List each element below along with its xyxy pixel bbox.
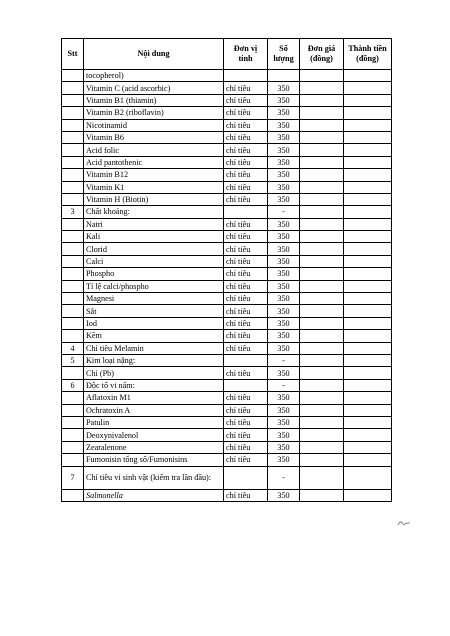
header-content: Nội dung bbox=[84, 39, 224, 70]
row-amount bbox=[344, 107, 392, 119]
row-content: Acid pantothenic bbox=[84, 156, 224, 168]
row-unit-price bbox=[300, 243, 344, 255]
row-amount bbox=[344, 268, 392, 280]
row-quantity: 350 bbox=[268, 441, 300, 453]
row-unit: chỉ tiêu bbox=[224, 342, 268, 354]
table-row bbox=[62, 144, 392, 156]
row-amount bbox=[344, 416, 392, 428]
table-row bbox=[62, 255, 392, 267]
row-stt bbox=[62, 367, 84, 379]
row-amount bbox=[344, 243, 392, 255]
table-row bbox=[62, 119, 392, 131]
row-unit: chỉ tiêu bbox=[224, 404, 268, 416]
row-stt bbox=[62, 107, 84, 119]
table-row bbox=[62, 218, 392, 230]
row-content: Clorid bbox=[84, 243, 224, 255]
row-unit: chỉ tiêu bbox=[224, 330, 268, 342]
row-unit: chỉ tiêu bbox=[224, 119, 268, 131]
row-unit: chỉ tiêu bbox=[224, 429, 268, 441]
row-quantity: 350 bbox=[268, 243, 300, 255]
row-amount bbox=[344, 280, 392, 292]
row-quantity: 350 bbox=[268, 255, 300, 267]
row-unit: chỉ tiêu bbox=[224, 193, 268, 205]
row-quantity: 350 bbox=[268, 293, 300, 305]
row-unit-price bbox=[300, 466, 344, 489]
quote-table bbox=[61, 38, 392, 502]
row-amount bbox=[344, 330, 392, 342]
table-row bbox=[62, 454, 392, 466]
row-unit bbox=[224, 206, 268, 218]
table-row bbox=[62, 293, 392, 305]
row-unit bbox=[224, 354, 268, 366]
row-stt bbox=[62, 416, 84, 428]
row-stt bbox=[62, 305, 84, 317]
row-amount bbox=[344, 131, 392, 143]
row-unit-price bbox=[300, 144, 344, 156]
table-row bbox=[62, 268, 392, 280]
row-content: Fumonisin tổng số/Fumonisins bbox=[84, 454, 224, 466]
row-stt bbox=[62, 243, 84, 255]
row-stt bbox=[62, 169, 84, 181]
row-unit: chỉ tiêu bbox=[224, 231, 268, 243]
row-unit-price bbox=[300, 489, 344, 501]
row-quantity: 350 bbox=[268, 305, 300, 317]
row-unit-price bbox=[300, 293, 344, 305]
row-stt bbox=[62, 429, 84, 441]
row-unit-price bbox=[300, 317, 344, 329]
row-amount bbox=[344, 392, 392, 404]
row-stt: 4 bbox=[62, 342, 84, 354]
table-row bbox=[62, 193, 392, 205]
row-stt bbox=[62, 317, 84, 329]
row-unit-price bbox=[300, 280, 344, 292]
row-unit-price bbox=[300, 169, 344, 181]
row-content: Chì (Pb) bbox=[84, 367, 224, 379]
row-unit: chỉ tiêu bbox=[224, 255, 268, 267]
row-content: Calci bbox=[84, 255, 224, 267]
row-quantity: 350 bbox=[268, 280, 300, 292]
row-quantity: 350 bbox=[268, 193, 300, 205]
row-unit: chỉ tiêu bbox=[224, 489, 268, 501]
row-unit-price bbox=[300, 231, 344, 243]
row-unit: chỉ tiêu bbox=[224, 367, 268, 379]
row-amount bbox=[344, 404, 392, 416]
table-row bbox=[62, 243, 392, 255]
row-content: Magnesi bbox=[84, 293, 224, 305]
row-content: Phospho bbox=[84, 268, 224, 280]
header-row bbox=[62, 39, 392, 70]
table-row bbox=[62, 181, 392, 193]
row-content: Deoxynivalenol bbox=[84, 429, 224, 441]
row-quantity: 350 bbox=[268, 317, 300, 329]
row-quantity: 350 bbox=[268, 268, 300, 280]
row-quantity: 350 bbox=[268, 489, 300, 501]
row-unit: chỉ tiêu bbox=[224, 169, 268, 181]
row-content: Vitamin B2 (riboflavin) bbox=[84, 107, 224, 119]
row-content: Vitamin B12 bbox=[84, 169, 224, 181]
row-amount bbox=[344, 193, 392, 205]
row-quantity: 350 bbox=[268, 330, 300, 342]
row-unit-price bbox=[300, 255, 344, 267]
row-stt bbox=[62, 392, 84, 404]
row-amount bbox=[344, 367, 392, 379]
row-unit-price bbox=[300, 379, 344, 391]
row-unit: chỉ tiêu bbox=[224, 392, 268, 404]
row-unit: chỉ tiêu bbox=[224, 305, 268, 317]
row-content: Salmonella bbox=[84, 489, 224, 501]
row-amount bbox=[344, 119, 392, 131]
row-unit-price bbox=[300, 404, 344, 416]
row-unit-price bbox=[300, 206, 344, 218]
table-row bbox=[62, 169, 392, 181]
row-quantity: 350 bbox=[268, 342, 300, 354]
row-content: Vitamin C (acid ascorbic) bbox=[84, 82, 224, 94]
row-stt bbox=[62, 280, 84, 292]
row-content: Zearalenone bbox=[84, 441, 224, 453]
table-row bbox=[62, 206, 392, 218]
row-quantity: 350 bbox=[268, 218, 300, 230]
row-stt bbox=[62, 231, 84, 243]
row-quantity: 350 bbox=[268, 392, 300, 404]
table-row bbox=[62, 404, 392, 416]
row-amount bbox=[344, 169, 392, 181]
table-row bbox=[62, 379, 392, 391]
row-quantity: - bbox=[268, 379, 300, 391]
table-row bbox=[62, 231, 392, 243]
row-amount bbox=[344, 206, 392, 218]
table-row bbox=[62, 156, 392, 168]
table-row bbox=[62, 489, 392, 501]
row-stt bbox=[62, 441, 84, 453]
row-quantity: 350 bbox=[268, 231, 300, 243]
table-row bbox=[62, 107, 392, 119]
header-stt: Stt bbox=[62, 39, 84, 70]
table-row bbox=[62, 367, 392, 379]
row-unit bbox=[224, 70, 268, 82]
row-unit-price bbox=[300, 330, 344, 342]
table-row bbox=[62, 392, 392, 404]
row-quantity: 350 bbox=[268, 94, 300, 106]
row-unit: chỉ tiêu bbox=[224, 454, 268, 466]
row-quantity: 350 bbox=[268, 82, 300, 94]
row-stt bbox=[62, 454, 84, 466]
row-stt: 5 bbox=[62, 354, 84, 366]
table-row bbox=[62, 70, 392, 82]
row-content: Acid folic bbox=[84, 144, 224, 156]
header-amount: Thành tiền (đồng) bbox=[344, 39, 392, 70]
row-content: Tỉ lệ calci/phospho bbox=[84, 280, 224, 292]
row-amount bbox=[344, 354, 392, 366]
row-stt bbox=[62, 131, 84, 143]
row-content: tocopherol) bbox=[84, 70, 224, 82]
row-stt bbox=[62, 293, 84, 305]
row-unit: chỉ tiêu bbox=[224, 441, 268, 453]
row-unit: chỉ tiêu bbox=[224, 268, 268, 280]
row-stt bbox=[62, 144, 84, 156]
row-content: Ochratoxin A bbox=[84, 404, 224, 416]
row-quantity: 350 bbox=[268, 404, 300, 416]
row-unit-price bbox=[300, 70, 344, 82]
table-row bbox=[62, 82, 392, 94]
row-unit: chỉ tiêu bbox=[224, 156, 268, 168]
row-unit: chỉ tiêu bbox=[224, 293, 268, 305]
row-amount bbox=[344, 144, 392, 156]
row-quantity: - bbox=[268, 354, 300, 366]
row-stt: 7 bbox=[62, 466, 84, 489]
row-amount bbox=[344, 441, 392, 453]
row-unit bbox=[224, 379, 268, 391]
row-content: Vitamin K1 bbox=[84, 181, 224, 193]
row-amount bbox=[344, 305, 392, 317]
row-stt bbox=[62, 94, 84, 106]
row-unit: chỉ tiêu bbox=[224, 243, 268, 255]
row-stt bbox=[62, 193, 84, 205]
row-stt: 6 bbox=[62, 379, 84, 391]
row-unit-price bbox=[300, 441, 344, 453]
row-unit: chỉ tiêu bbox=[224, 416, 268, 428]
table-row bbox=[62, 330, 392, 342]
row-unit-price bbox=[300, 416, 344, 428]
row-stt bbox=[62, 82, 84, 94]
row-amount bbox=[344, 231, 392, 243]
row-unit-price bbox=[300, 82, 344, 94]
row-unit-price bbox=[300, 119, 344, 131]
row-quantity bbox=[268, 70, 300, 82]
row-amount bbox=[344, 218, 392, 230]
row-unit-price bbox=[300, 354, 344, 366]
row-stt bbox=[62, 330, 84, 342]
row-stt bbox=[62, 70, 84, 82]
row-quantity: 350 bbox=[268, 131, 300, 143]
table-row bbox=[62, 94, 392, 106]
row-quantity: 350 bbox=[268, 144, 300, 156]
row-unit-price bbox=[300, 193, 344, 205]
row-content: Chất khoáng: bbox=[84, 206, 224, 218]
table-body bbox=[62, 70, 392, 502]
row-stt bbox=[62, 119, 84, 131]
table-row bbox=[62, 342, 392, 354]
row-content: Vitamin B1 (thiamin) bbox=[84, 94, 224, 106]
row-content: Kim loại nặng: bbox=[84, 354, 224, 366]
row-unit-price bbox=[300, 94, 344, 106]
row-content: Kali bbox=[84, 231, 224, 243]
row-content: Nicotinamid bbox=[84, 119, 224, 131]
row-unit-price bbox=[300, 454, 344, 466]
row-content: Iod bbox=[84, 317, 224, 329]
row-amount bbox=[344, 466, 392, 489]
row-unit-price bbox=[300, 107, 344, 119]
row-unit: chỉ tiêu bbox=[224, 181, 268, 193]
row-quantity: 350 bbox=[268, 169, 300, 181]
header-unit-price: Đơn giá (đồng) bbox=[300, 39, 344, 70]
row-quantity: 350 bbox=[268, 156, 300, 168]
header-unit: Đơn vị tính bbox=[224, 39, 268, 70]
row-amount bbox=[344, 255, 392, 267]
row-unit: chỉ tiêu bbox=[224, 107, 268, 119]
row-content: Chỉ tiêu Melamin bbox=[84, 342, 224, 354]
row-content: Patulin bbox=[84, 416, 224, 428]
row-stt bbox=[62, 255, 84, 267]
row-unit-price bbox=[300, 156, 344, 168]
row-unit-price bbox=[300, 131, 344, 143]
row-content: Kẽm bbox=[84, 330, 224, 342]
row-quantity: 350 bbox=[268, 429, 300, 441]
row-unit bbox=[224, 466, 268, 489]
row-content: Vitamin H (Biotin) bbox=[84, 193, 224, 205]
table-row bbox=[62, 317, 392, 329]
row-stt bbox=[62, 218, 84, 230]
table-row bbox=[62, 466, 392, 489]
row-content: Chỉ tiêu vi sinh vật (kiểm tra lần đầu): bbox=[84, 466, 224, 489]
row-amount bbox=[344, 156, 392, 168]
row-amount bbox=[344, 293, 392, 305]
row-content: Vitamin B6 bbox=[84, 131, 224, 143]
row-unit-price bbox=[300, 342, 344, 354]
initials-mark bbox=[397, 519, 411, 527]
row-unit-price bbox=[300, 429, 344, 441]
row-amount bbox=[344, 181, 392, 193]
table-row bbox=[62, 131, 392, 143]
row-amount bbox=[344, 379, 392, 391]
row-amount bbox=[344, 82, 392, 94]
row-amount bbox=[344, 70, 392, 82]
row-unit-price bbox=[300, 268, 344, 280]
row-amount bbox=[344, 317, 392, 329]
table-row bbox=[62, 416, 392, 428]
row-content: Natri bbox=[84, 218, 224, 230]
row-content: Độc tố vi nấm: bbox=[84, 379, 224, 391]
table-row bbox=[62, 280, 392, 292]
row-stt bbox=[62, 404, 84, 416]
header-quantity: Số lượng bbox=[268, 39, 300, 70]
row-quantity: 350 bbox=[268, 181, 300, 193]
row-stt: 3 bbox=[62, 206, 84, 218]
row-unit: chỉ tiêu bbox=[224, 82, 268, 94]
row-quantity: 350 bbox=[268, 454, 300, 466]
row-quantity: - bbox=[268, 466, 300, 489]
row-unit-price bbox=[300, 181, 344, 193]
row-quantity: 350 bbox=[268, 119, 300, 131]
row-stt bbox=[62, 489, 84, 501]
table-row bbox=[62, 354, 392, 366]
row-unit-price bbox=[300, 392, 344, 404]
row-unit: chỉ tiêu bbox=[224, 218, 268, 230]
row-unit: chỉ tiêu bbox=[224, 131, 268, 143]
row-stt bbox=[62, 181, 84, 193]
row-unit-price bbox=[300, 218, 344, 230]
row-amount bbox=[344, 94, 392, 106]
row-quantity: 350 bbox=[268, 107, 300, 119]
table-row bbox=[62, 441, 392, 453]
row-unit: chỉ tiêu bbox=[224, 94, 268, 106]
table-row bbox=[62, 305, 392, 317]
row-amount bbox=[344, 454, 392, 466]
row-content: Sắt bbox=[84, 305, 224, 317]
row-amount bbox=[344, 429, 392, 441]
row-amount bbox=[344, 489, 392, 501]
row-stt bbox=[62, 156, 84, 168]
table-row bbox=[62, 429, 392, 441]
row-unit: chỉ tiêu bbox=[224, 280, 268, 292]
row-unit: chỉ tiêu bbox=[224, 144, 268, 156]
row-unit-price bbox=[300, 367, 344, 379]
row-quantity: 350 bbox=[268, 416, 300, 428]
row-quantity: - bbox=[268, 206, 300, 218]
row-quantity: 350 bbox=[268, 367, 300, 379]
row-unit-price bbox=[300, 305, 344, 317]
row-amount bbox=[344, 342, 392, 354]
row-unit: chỉ tiêu bbox=[224, 317, 268, 329]
row-stt bbox=[62, 268, 84, 280]
row-content: Aflatoxin M1 bbox=[84, 392, 224, 404]
